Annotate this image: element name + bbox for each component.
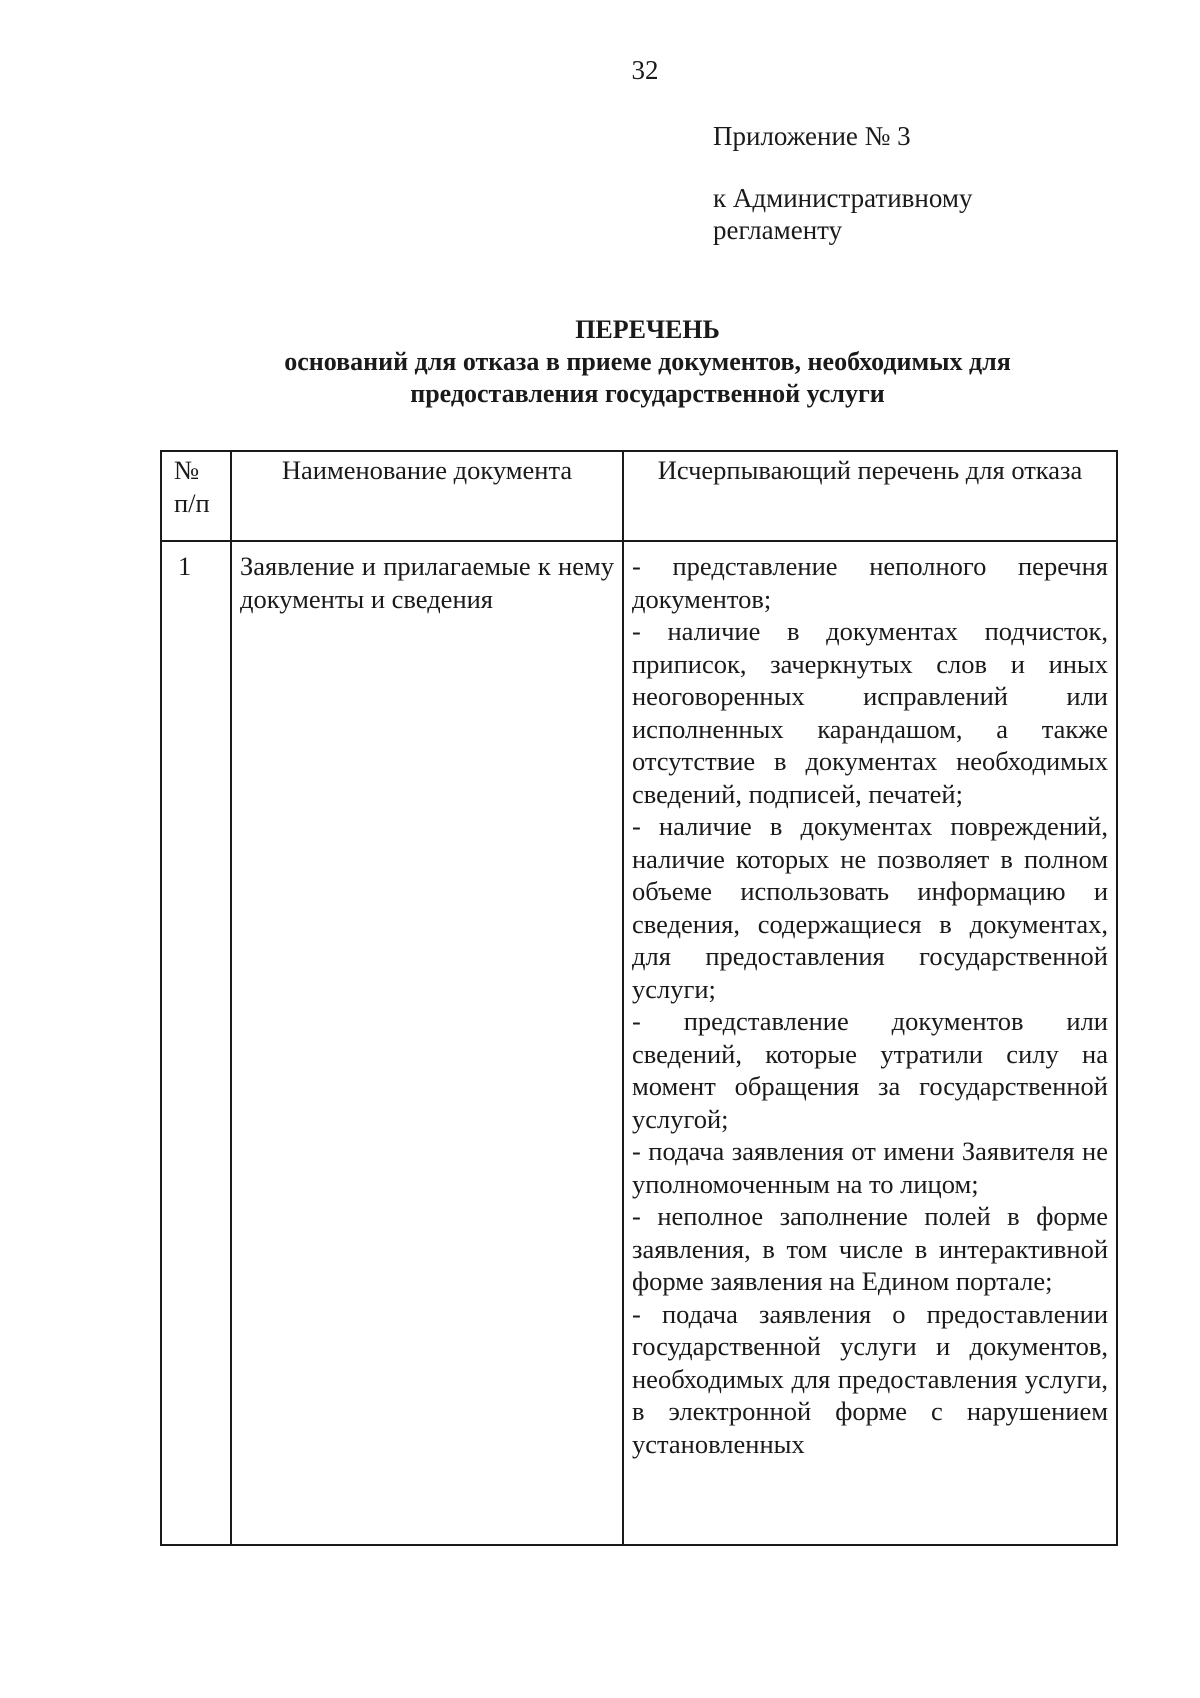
document-name-text: Заявление и прилагаемые к нему документы и сведения xyxy=(240,551,614,614)
refusal-grounds-table xyxy=(160,450,1118,1546)
reason-item: - подача заявления от имени Заявителя не уполномоченным на то лицом; xyxy=(632,1136,1108,1199)
document-title xyxy=(160,314,1135,410)
header-refusal-reasons: Исчерпывающий перечень для отказа xyxy=(623,451,1117,541)
title-heading: ПЕРЕЧЕНЬ xyxy=(575,315,720,344)
appendix-target-line2: регламенту xyxy=(713,215,843,245)
row-refusal-reasons xyxy=(623,541,1117,1545)
appendix-target-line1: к Административному xyxy=(713,183,973,213)
row-number: 1 xyxy=(161,541,231,1545)
header-number: № п/п xyxy=(161,451,231,541)
row-document-name xyxy=(231,541,623,1545)
reason-item: - наличие в документах повреждений, наличие которых не позволяет в полном объеме использовать информацию и сведения, содержащиеся в документах, для предоставления государственной услуги; xyxy=(632,811,1108,1004)
header-document-name: Наименование документа xyxy=(231,451,623,541)
reason-item: - представление неполного перечня документов; xyxy=(632,551,1108,614)
reason-item: - неполное заполнение полей в форме заявления, в том числе в интерактивной форме заявления на Едином портале; xyxy=(632,1201,1108,1296)
appendix-reference xyxy=(713,120,972,246)
title-subtitle-line1: оснований для отказа в приеме документов, необходимых для xyxy=(284,347,1011,376)
appendix-number: Приложение № 3 xyxy=(713,121,911,151)
reason-item: - представление документов или сведений, которые утратили силу на момент обращения за государственной услугой; xyxy=(632,1006,1108,1134)
table-row xyxy=(161,541,1117,1545)
reason-item: - подача заявления о предоставлении государственной услуги и документов, необходимых для предоставления услуги, в электронной форме с нарушением установленных xyxy=(632,1298,1108,1459)
page-number: 32 xyxy=(631,55,659,85)
reason-item: - наличие в документах подчисток, приписок, зачеркнутых слов и иных неоговоренных исправлений или исполненных карандашом, а также отсутствие в документах необходимых сведений, подписей, печатей; xyxy=(632,616,1108,809)
title-subtitle-line2: предоставления государственной услуги xyxy=(410,379,885,408)
table-header-row xyxy=(161,451,1117,541)
